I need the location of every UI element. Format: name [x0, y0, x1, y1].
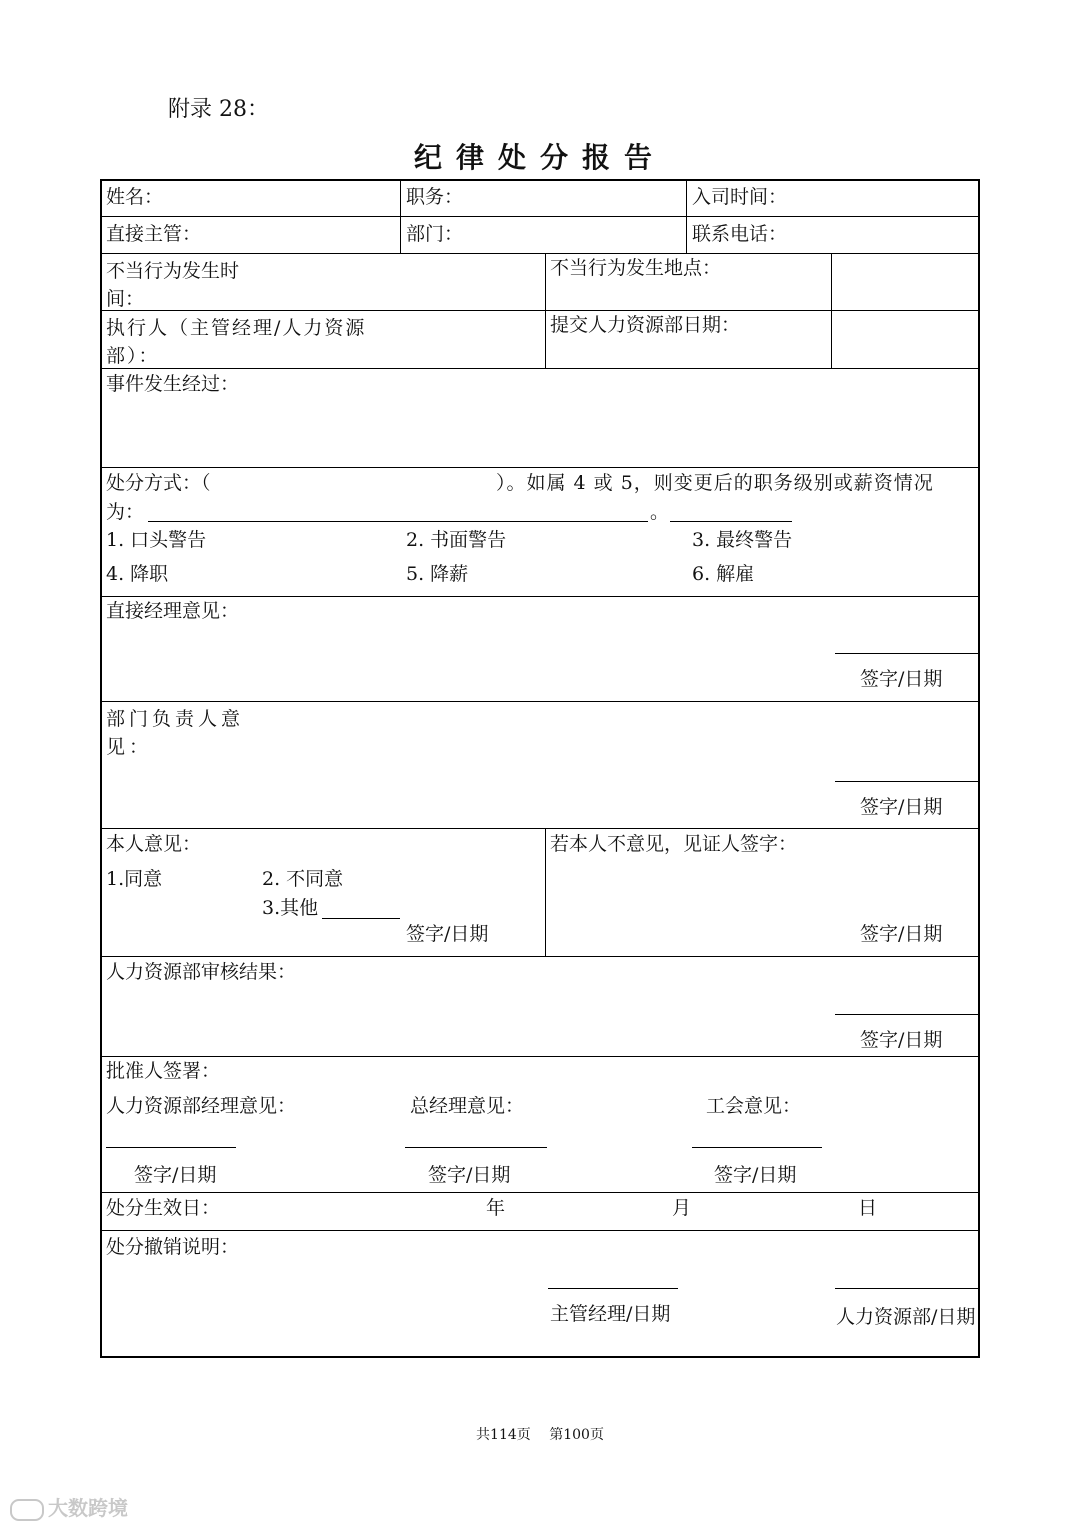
other-blank[interactable] — [322, 918, 400, 919]
witness-label: 若本人不意见，见证人签字： — [550, 833, 798, 855]
hr-manager-opinion-label: 人力资源部经理意见： — [106, 1095, 297, 1117]
union-opinion-label: 工会意见： — [706, 1095, 802, 1117]
year-label: 年 — [486, 1197, 506, 1219]
row-divider — [102, 1230, 978, 1231]
sign-date-label: 签字/日期 — [860, 668, 943, 690]
sign-date-label: 签字/日期 — [860, 1029, 943, 1051]
option-dismissal[interactable]: 6. 解雇 — [692, 563, 755, 585]
supervisor-field[interactable]: 直接主管： — [106, 223, 202, 245]
col-divider — [686, 181, 687, 253]
name-field[interactable]: 姓名： — [106, 186, 164, 208]
row-divider — [102, 828, 978, 829]
signature-line[interactable] — [835, 1014, 978, 1015]
col-divider — [831, 253, 832, 368]
executor-field[interactable]: 执行人（主管经理/人力资源部）： — [106, 317, 367, 367]
sign-date-label: 签字/日期 — [406, 923, 489, 945]
penalty-detail-blank[interactable] — [148, 521, 648, 522]
sign-date-label: 签字/日期 — [428, 1164, 511, 1186]
appendix-label: 附录 28： — [168, 97, 269, 122]
col-divider — [400, 181, 401, 253]
hr-date-label: 人力资源部/日期 — [836, 1306, 976, 1328]
row-divider — [102, 467, 978, 468]
signature-line[interactable] — [835, 653, 978, 654]
page-footer: 共114页 第100页 — [476, 1427, 604, 1443]
penalty-method-label: 处分方式：（ — [106, 472, 211, 494]
misconduct-place-field[interactable]: 不当行为发生地点： — [550, 257, 722, 279]
manager-date-label: 主管经理/日期 — [550, 1303, 671, 1325]
col-divider — [545, 828, 546, 956]
row-divider — [102, 1192, 978, 1193]
penalty-for-label: 为： — [106, 501, 145, 523]
join-date-field[interactable]: 入司时间： — [692, 186, 788, 208]
penalty-method-tail: ）。如属 4 或 5，则变更后的职务级别或薪资情况 — [496, 472, 934, 494]
signature-line[interactable] — [692, 1147, 822, 1148]
self-option-agree[interactable]: 1.同意 — [106, 868, 163, 890]
department-field[interactable]: 部门： — [406, 223, 464, 245]
sign-date-label: 签字/日期 — [860, 796, 943, 818]
effective-date-label: 处分生效日： — [106, 1197, 221, 1219]
gm-opinion-label: 总经理意见： — [410, 1095, 525, 1117]
option-final-warning[interactable]: 3. 最终警告 — [692, 529, 793, 551]
signature-line[interactable] — [835, 781, 978, 782]
approver-label: 批准人签署： — [106, 1060, 221, 1082]
option-demotion[interactable]: 4. 降职 — [106, 563, 169, 585]
incident-field[interactable]: 事件发生经过： — [106, 373, 240, 395]
sign-date-label: 签字/日期 — [714, 1164, 797, 1186]
watermark-text: 大数跨境 — [48, 1496, 128, 1520]
option-written-warning[interactable]: 2. 书面警告 — [406, 529, 507, 551]
phone-field[interactable]: 联系电话： — [692, 223, 788, 245]
discipline-report-form — [100, 179, 980, 1358]
watermark-logo-icon — [10, 1499, 44, 1521]
direct-manager-opinion-label: 直接经理意见： — [106, 600, 240, 622]
row-divider — [102, 701, 978, 702]
col-divider — [545, 253, 546, 368]
sign-date-label: 签字/日期 — [860, 923, 943, 945]
page-title: 纪律处分报告 — [413, 141, 666, 174]
row-divider — [102, 956, 978, 957]
signature-line[interactable] — [548, 1288, 678, 1289]
signature-line[interactable] — [106, 1147, 236, 1148]
penalty-period: 。 — [650, 501, 670, 523]
signature-line[interactable] — [405, 1147, 547, 1148]
row-divider — [102, 1056, 978, 1057]
option-pay-cut[interactable]: 5. 降薪 — [406, 563, 469, 585]
dept-head-opinion-label: 部门负责人意见： — [106, 708, 245, 758]
hr-review-label: 人力资源部审核结果： — [106, 961, 297, 983]
misconduct-time-field[interactable]: 不当行为发生时间： — [106, 260, 240, 310]
self-option-disagree[interactable]: 2. 不同意 — [262, 868, 344, 890]
signature-line[interactable] — [835, 1288, 978, 1289]
penalty-detail-blank-2[interactable] — [670, 521, 792, 522]
submit-date-field[interactable]: 提交人力资源部日期： — [550, 314, 741, 336]
revoke-label: 处分撤销说明： — [106, 1236, 240, 1258]
option-verbal-warning[interactable]: 1. 口头警告 — [106, 529, 207, 551]
position-field[interactable]: 职务： — [406, 186, 464, 208]
row-divider — [102, 216, 978, 217]
row-divider — [102, 253, 978, 254]
sign-date-label: 签字/日期 — [134, 1164, 217, 1186]
day-label: 日 — [858, 1197, 878, 1219]
row-divider — [102, 596, 978, 597]
self-option-other[interactable]: 3.其他 — [262, 897, 319, 919]
watermark — [10, 1492, 128, 1521]
month-label: 月 — [672, 1197, 692, 1219]
self-opinion-label: 本人意见： — [106, 833, 202, 855]
